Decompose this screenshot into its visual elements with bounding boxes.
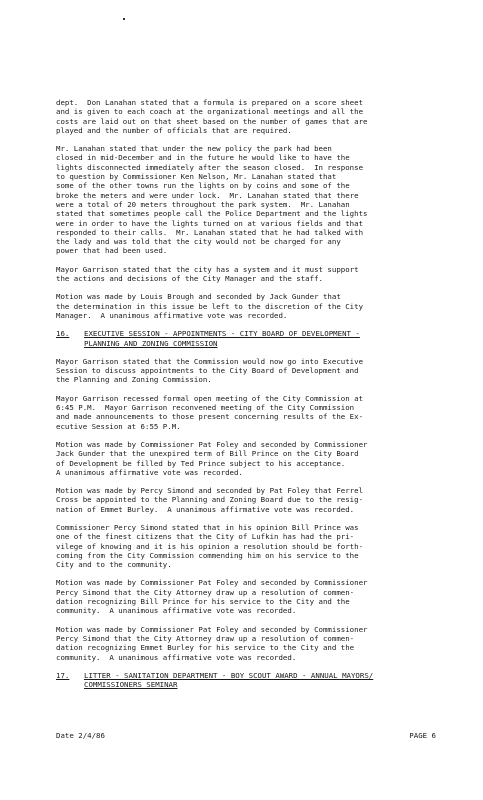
- item-number: 16.: [56, 329, 70, 339]
- paragraph: Motion was made by Percy Simond and seconded by Pat Foley that Ferrel Cross be appointed to the Planning and Zoning Board due to the resig- nation of Emmet Burley. A unanimous affirmative vote was recorded.: [56, 486, 364, 514]
- page-footer: [56, 731, 436, 741]
- document-body: [56, 98, 436, 698]
- paragraph: Motion was made by Louis Brough and seconded by Jack Gunder that the determination in this issue be left to the discretion of the City Manager. A unanimous affirmative vote was recorded.: [56, 292, 364, 320]
- paragraph: Mr. Lanahan stated that under the new policy the park had been closed in mid-December and in the future he would like to have the lights disconnected immediately after the season closed. In response to question by Commissioner Ken Nelson, Mr. Lanahan stated that some of the other towns run the lights on by coins and some of the broke the meters and were under lock. Mr. Lanahan stated that there were a total of 20 meters throughout the park system. Mr. Lanahan stated that sometimes people call the Police Department and the lights were in order to have the lights turned on at various fields and that responded to their calls. Mr. Lanahan stated that he had talked with the lady and was told that the city would not be charged for any power that had been used.: [56, 144, 368, 256]
- item-title: LITTER - SANITATION DEPARTMENT - BOY SCOUT AWARD - ANNUAL MAYORS/ COMMISSIONERS SEMINAR: [84, 670, 374, 690]
- footer-page-number: PAGE 6: [409, 731, 436, 740]
- agenda-item-17: [56, 671, 436, 690]
- agenda-item-16: [56, 329, 436, 348]
- item-title: EXECUTIVE SESSION - APPOINTMENTS - CITY BOARD OF DEVELOPMENT - PLANNING AND ZONING COMMISSION: [84, 329, 360, 348]
- paragraph: Commissioner Percy Simond stated that in his opinion Bill Prince was one of the finest citizens that the City of Lufkin has had the pri- vilege of knowing and it is his opinion a resolution should be forth- coming from the City Commission commending him on his service to the City and to the community.: [56, 522, 364, 570]
- footer-date: Date 2/4/86: [56, 731, 105, 740]
- paragraph: Mayor Garrison stated that the city has a system and it must support the actions and decisions of the City Manager and the staff.: [56, 264, 359, 284]
- paragraph: Motion was made by Commissioner Pat Foley and seconded by Commissioner Jack Gunder that the unexpired term of Bill Prince on the City Board of Development be filled by Ted Prince subject to his acceptance. A unanimous affirmative vote was recorded.: [56, 439, 368, 477]
- paragraph: dept. Don Lanahan stated that a formula is prepared on a score sheet and is given to each coach at the organizational meetings and all the costs are laid out on that sheet based on the number of games that are played and the number of officials that are required.: [56, 98, 368, 135]
- paragraph: Motion was made by Commissioner Pat Foley and seconded by Commissioner Percy Simond that the City Attorney draw up a resolution of commen- dation recognizing Bill Prince for his service to the City and the community. A unanimous affirmative vote was recorded.: [56, 578, 368, 616]
- item-number: 17.: [56, 670, 70, 680]
- paragraph: Mayor Garrison recessed formal open meeting of the City Commission at 6:45 P.M. Mayor Garrison reconvened meeting of the City Commission and made announcements to those present concerning results of the Ex- ecutive Session at 6:55 P.M.: [56, 393, 364, 431]
- paragraph: Motion was made by Commissioner Pat Foley and seconded by Commissioner Percy Simond that the City Attorney draw up a resolution of commen- dation recognizing Emmet Burley for his service to the City and the community. A unanimous affirmative vote was recorded.: [56, 624, 368, 662]
- scan-mark: [123, 18, 125, 20]
- paragraph: Mayor Garrison stated that the Commission would now go into Executive Session to discuss appointments to the City Board of Development and the Planning and Zoning Commission.: [56, 356, 364, 385]
